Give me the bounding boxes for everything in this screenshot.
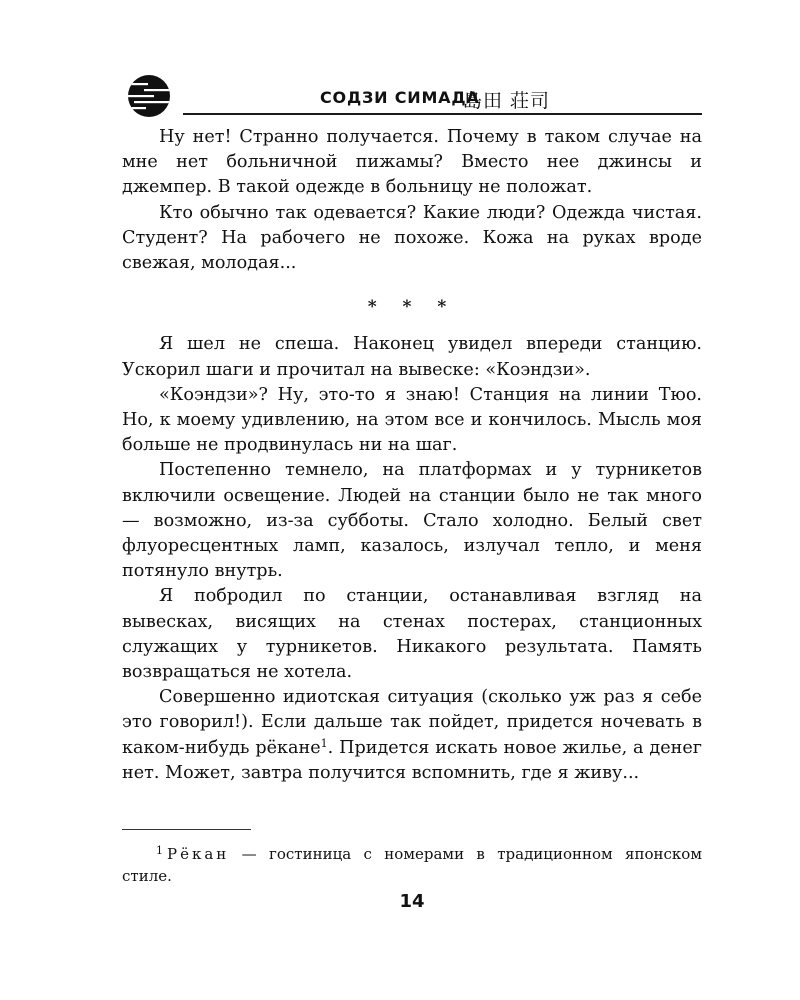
header-rule (183, 113, 702, 115)
paragraph: «Коэндзи»? Ну, это-то я знаю! Станция на линии Тюо. Но, к моему удивлению, на этом все и кончилось. Мысль моя больше не продвинулась ни на шаг. (122, 384, 702, 456)
paragraph: Я шел не спеша. Наконец увидел впереди станцию. Ускорил шаги и прочитал на вывеске: «Коэндзи». (122, 334, 702, 380)
footnote-text: — гостиница с номерами в традиционном японском стиле. (122, 845, 702, 885)
footnote-marker: 1 (156, 844, 163, 857)
page-number: 14 (399, 891, 425, 912)
main-text (122, 125, 702, 786)
footnote-term: Рёкан (167, 845, 230, 863)
running-head-author: СОДЗИ СИМАДА (320, 88, 480, 107)
footnote-reference: 1 (320, 736, 328, 750)
footnote-rule (122, 829, 251, 830)
section-separator: * * * (367, 297, 457, 318)
sun-clouds-logo (120, 74, 178, 118)
paragraph: Кто обычно так одевается? Какие люди? Одежда чистая. Студент? На рабочего не похоже. Кожа на руках вроде свежая, молодая... (122, 202, 702, 274)
paragraph: Я побродил по станции, останавливая взгляд на вывесках, висящих на стенах постерах, станционных служащих у турникетов. Никакого результата. Память возвращаться не хотела. (122, 586, 702, 683)
footnote (122, 840, 702, 887)
paragraph (122, 685, 702, 786)
paragraph-text: Совершенно идиотская ситуация (сколько уж раз я себе это говорил!). Если дальше так пойдет, придется ночевать в каком-нибудь рёкане (122, 687, 702, 758)
paragraph: Ну нет! Странно получается. Почему в таком случае на мне нет больничной пижамы? Вместо нее джинсы и джемпер. В такой одежде в больницу не положат. (122, 127, 702, 198)
paragraph: Постепенно темнело, на платформах и у турникетов включили освещение. Людей на станции было не так много — возможно, из-за субботы. Стало холодно. Белый свет флуоресцентных ламп, казалось, излучал тепло, и меня потянуло внутрь. (122, 460, 702, 582)
running-head-japanese-name: 島田 荘司 (463, 90, 551, 112)
paragraph-text: . Придется искать новое жилье, а денег нет. Может, завтра получится вспомнить, где я живу... (122, 737, 703, 783)
